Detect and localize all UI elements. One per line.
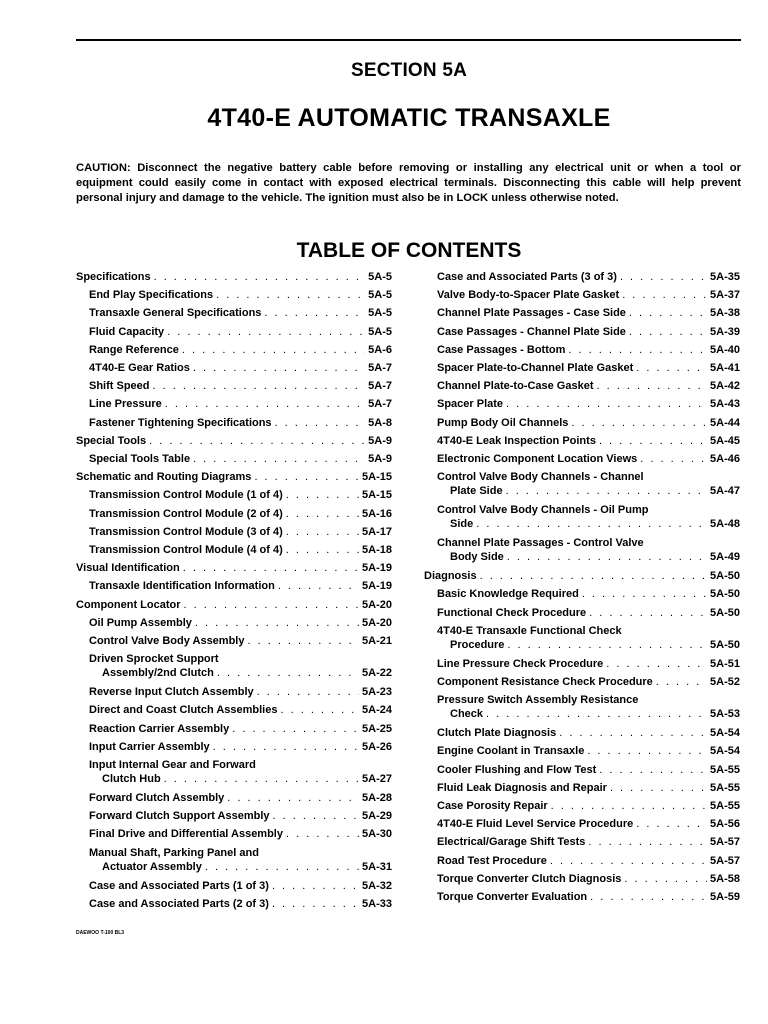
toc-page-number: 5A-37 [710, 289, 740, 302]
toc-entry[interactable] [76, 879, 392, 893]
toc-page-number: 5A-28 [362, 792, 392, 804]
toc-page-number: 5A-7 [368, 380, 392, 393]
leader-dots [636, 361, 707, 375]
toc-entry-title: Specifications [76, 271, 151, 283]
toc-page-number: 5A-53 [710, 708, 740, 721]
toc-entry-title: 4T40-E Transaxle Functional Check [437, 624, 622, 637]
toc-entry-title: End Play Specifications [89, 289, 214, 302]
toc-entry[interactable] [76, 379, 392, 393]
toc-entry[interactable] [424, 675, 740, 689]
toc-entry[interactable] [424, 306, 740, 320]
toc-page-number: 5A-15 [362, 489, 392, 502]
toc-entry[interactable] [76, 809, 392, 823]
leader-dots [213, 740, 359, 754]
toc-page-number: 5A-42 [710, 380, 740, 393]
toc-entry[interactable] [76, 325, 392, 339]
toc-entry-title: Torque Converter Evaluation [437, 891, 588, 903]
toc-page-number: 5A-22 [362, 667, 392, 680]
section-label: SECTION 5A [350, 60, 468, 81]
toc-entry[interactable] [424, 470, 740, 498]
toc-page-number: 5A-5 [368, 289, 392, 302]
leader-dots [286, 525, 359, 539]
leader-dots [571, 416, 707, 430]
toc-entry[interactable] [76, 846, 392, 874]
toc-entry-title: Control Valve Body Channels - Channel [437, 471, 644, 484]
toc-entry-title: Electronic Component Location Views [437, 453, 638, 465]
leader-dots [507, 550, 707, 564]
toc-page-number: 5A-55 [710, 800, 740, 812]
leader-dots [193, 452, 365, 466]
leader-dots [254, 470, 359, 484]
toc-entry[interactable] [424, 657, 740, 671]
toc-entry-title: Visual Identification [76, 562, 180, 575]
toc-entry[interactable] [76, 652, 392, 680]
toc-entry-title: Input Internal Gear and Forward [89, 759, 256, 771]
toc-entry[interactable] [76, 758, 392, 786]
toc-entry[interactable] [424, 288, 740, 302]
leader-dots [551, 799, 707, 813]
toc-page-number: 5A-9 [368, 434, 392, 447]
leader-dots [622, 288, 707, 302]
toc-entry-title: 4T40-E Leak Inspection Points [437, 434, 596, 447]
toc-entry-title: 4T40-E Fluid Level Service Procedure [437, 818, 634, 831]
toc-entry[interactable] [76, 361, 392, 375]
leader-dots [480, 569, 707, 583]
leader-dots [273, 809, 360, 823]
toc-entry[interactable] [424, 452, 740, 466]
leader-dots [193, 361, 365, 375]
toc-entry-title: Spacer Plate [437, 398, 504, 411]
toc-entry-title: Case Porosity Repair [437, 800, 548, 812]
toc-entry-title: Torque Converter Clutch Diagnosis [437, 872, 622, 885]
leader-dots [636, 817, 707, 831]
leader-dots [182, 343, 365, 357]
toc-page-number: 5A-51 [710, 657, 740, 670]
leader-dots [232, 722, 359, 736]
toc-page-number: 5A-23 [362, 686, 392, 699]
toc-entry[interactable] [424, 270, 740, 284]
toc-entry-title-cont: Actuator Assembly [102, 860, 202, 873]
toc-entry-title: Transmission Control Module (2 of 4) [89, 507, 283, 520]
toc-entry-title: Reverse Input Clutch Assembly [89, 686, 254, 699]
toc-entry-title: Valve Body-to-Spacer Plate Gasket [437, 289, 620, 302]
toc-entry-title-cont: Check [450, 708, 484, 721]
toc-entry-title: Driven Sprocket Support [89, 653, 219, 666]
toc-entry-title: Special Tools Table [89, 453, 191, 465]
toc-entry[interactable] [424, 726, 740, 740]
toc-entry-title: Final Drive and Differential Assembly [89, 828, 283, 841]
leader-dots [559, 726, 707, 740]
toc-entry-title-cont: Assembly/2nd Clutch [102, 667, 214, 680]
toc-entry-title: Manual Shaft, Parking Panel and [89, 846, 259, 859]
leader-dots [629, 306, 707, 320]
leader-dots [476, 517, 707, 531]
toc-page-number: 5A-17 [362, 525, 392, 538]
toc-entry[interactable] [76, 397, 392, 411]
toc-entry-title: 4T40-E Gear Ratios [89, 362, 190, 374]
toc-entry-title: Fluid Capacity [89, 325, 165, 338]
toc-entry-title: Basic Knowledge Required [437, 588, 579, 601]
toc-entry-title: Special Tools [76, 434, 147, 447]
toc-page-number: 5A-8 [368, 416, 392, 429]
toc-entry[interactable] [76, 634, 392, 648]
toc-page-number: 5A-5 [368, 271, 392, 283]
toc-entry[interactable] [76, 270, 392, 284]
toc-entry[interactable] [76, 288, 392, 302]
leader-dots [167, 325, 365, 339]
toc-entry[interactable] [76, 703, 392, 717]
leader-dots [164, 772, 359, 786]
toc-entry[interactable] [424, 817, 740, 831]
toc-entry[interactable] [424, 397, 740, 411]
toc-page-number: 5A-45 [710, 434, 740, 447]
toc-page-number: 5A-35 [710, 271, 740, 283]
toc-page-number: 5A-43 [710, 398, 740, 411]
toc-page-number: 5A-52 [710, 676, 740, 688]
toc-entry-title: Channel Plate-to-Case Gasket [437, 380, 594, 393]
toc-entry[interactable] [424, 763, 740, 777]
toc-entry[interactable] [76, 722, 392, 736]
toc-page-number: 5A-58 [710, 872, 740, 885]
leader-dots [275, 416, 366, 430]
toc-entry[interactable] [76, 791, 392, 805]
leader-dots [587, 744, 707, 758]
leader-dots [272, 897, 359, 911]
toc-entry-title: Schematic and Routing Diagrams [76, 471, 252, 484]
toc-page-number: 5A-33 [362, 897, 392, 910]
leader-dots [183, 561, 359, 575]
toc-page-number: 5A-46 [710, 453, 740, 465]
toc-page-number: 5A-24 [362, 704, 392, 717]
toc-entry[interactable] [76, 488, 392, 502]
toc-entry-title: Channel Plate Passages - Case Side [437, 307, 626, 320]
leader-dots [286, 507, 359, 521]
leader-dots [278, 579, 359, 593]
toc-page-number: 5A-5 [368, 325, 392, 338]
leader-dots [506, 397, 707, 411]
toc-page-number: 5A-7 [368, 362, 392, 374]
toc-page-number: 5A-48 [710, 518, 740, 531]
toc-entry[interactable] [424, 569, 740, 583]
toc-page-number: 5A-57 [710, 836, 740, 849]
toc-page-number: 5A-6 [368, 343, 392, 356]
toc-entry[interactable] [424, 624, 740, 652]
toc-entry[interactable] [76, 416, 392, 430]
leader-dots [286, 543, 359, 557]
toc-entry[interactable] [424, 606, 740, 620]
toc-entry-title: Pump Body Oil Channels [437, 416, 569, 429]
toc-entry-title: Shift Speed [89, 380, 150, 393]
toc-entry[interactable] [424, 343, 740, 357]
leader-dots [597, 379, 708, 393]
toc-entry-title: Transmission Control Module (1 of 4) [89, 489, 283, 502]
leader-dots [227, 791, 359, 805]
leader-dots [217, 666, 359, 680]
leader-dots [257, 685, 359, 699]
toc-page-number: 5A-50 [710, 570, 740, 583]
toc-entry[interactable] [424, 744, 740, 758]
toc-entry-title: Fastener Tightening Specifications [89, 416, 272, 429]
toc-entry[interactable] [424, 503, 740, 531]
toc-page-number: 5A-56 [710, 818, 740, 831]
toc-entry-title: Diagnosis [424, 570, 477, 583]
toc-page-number: 5A-41 [710, 362, 740, 374]
toc-entry-title: Case Passages - Bottom [437, 343, 566, 356]
toc-entry-title: Cooler Flushing and Flow Test [437, 763, 597, 776]
toc-entry[interactable] [424, 536, 740, 564]
toc-entry-title: Forward Clutch Assembly [89, 792, 225, 804]
top-rule [76, 39, 741, 41]
toc-entry-title-cont: Side [450, 518, 474, 531]
toc-entry[interactable] [76, 598, 392, 612]
toc-page-number: 5A-25 [362, 722, 392, 735]
leader-dots [550, 854, 707, 868]
toc-page-number: 5A-39 [710, 325, 740, 338]
toc-page-number: 5A-44 [710, 416, 740, 429]
leader-dots [272, 879, 359, 893]
toc-entry-title: Transmission Control Module (4 of 4) [89, 544, 283, 556]
leader-dots [590, 890, 707, 904]
toc-entry[interactable] [76, 507, 392, 521]
toc-entry-title: Direct and Coast Clutch Assemblies [89, 704, 278, 717]
leader-dots [153, 379, 366, 393]
toc-entry[interactable] [76, 685, 392, 699]
leader-dots [507, 638, 707, 652]
toc-entry-title: Transmission Control Module (3 of 4) [89, 525, 283, 538]
toc-entry-title: Functional Check Procedure [437, 606, 587, 619]
leader-dots [588, 835, 707, 849]
toc-entry[interactable] [424, 799, 740, 813]
leader-dots [286, 827, 359, 841]
toc-entry[interactable] [76, 452, 392, 466]
leader-dots [589, 606, 707, 620]
leader-dots [582, 587, 707, 601]
toc-entry-title: Electrical/Garage Shift Tests [437, 836, 586, 849]
toc-entry[interactable] [424, 872, 740, 886]
toc-page-number: 5A-16 [362, 507, 392, 520]
toc-entry[interactable] [76, 306, 392, 320]
toc-page-number: 5A-5 [368, 307, 392, 320]
toc-entry-title: Case and Associated Parts (2 of 3) [89, 897, 269, 910]
toc-entry-title-cont: Plate Side [450, 485, 503, 498]
toc-entry-title: Transaxle General Specifications [89, 307, 262, 320]
toc-page-number: 5A-18 [362, 544, 392, 556]
toc-entry[interactable] [76, 525, 392, 539]
toc-entry-title: Input Carrier Assembly [89, 740, 210, 753]
leader-dots [184, 598, 360, 612]
toc-entry-title: Component Locator [76, 598, 181, 611]
leader-dots [656, 675, 707, 689]
toc-page-number: 5A-55 [710, 781, 740, 794]
footer-code: DAEWOO T-100 BL3 [76, 930, 125, 936]
toc-entry[interactable] [76, 740, 392, 754]
toc-entry-title: Transaxle Identification Information [89, 580, 275, 593]
toc-entry[interactable] [76, 434, 392, 448]
toc-entry-title: Clutch Plate Diagnosis [437, 727, 557, 740]
toc-entry[interactable] [424, 781, 740, 795]
leader-dots [205, 860, 359, 874]
toc-page-number: 5A-26 [362, 740, 392, 753]
toc-entry-title: Forward Clutch Support Assembly [89, 810, 270, 823]
toc-entry[interactable] [424, 693, 740, 721]
toc-entry-title: Line Pressure Check Procedure [437, 657, 604, 670]
leader-dots [154, 270, 366, 284]
toc-entry-title: Component Resistance Check Procedure [437, 676, 653, 688]
toc-entry-title: Case and Associated Parts (3 of 3) [437, 271, 617, 283]
toc-page-number: 5A-47 [710, 485, 740, 498]
leader-dots [620, 270, 707, 284]
toc-page-number: 5A-57 [710, 854, 740, 867]
caution-paragraph: CAUTION: Disconnect the negative battery cable before removing or installing any electrical unit or when a tool or equipment could easily come in contact with exposed electrical terminals. Disconnecting this cable will help prevent personal injury and damage to the vehicle. The ignition must also be in LOCK unless otherwise noted. [76, 162, 741, 204]
toc-page-number: 5A-54 [710, 745, 740, 758]
toc-page-number: 5A-27 [362, 773, 392, 785]
toc-entry-title-cont: Procedure [450, 638, 505, 651]
toc-entry-title: Line Pressure [89, 398, 162, 411]
toc-entry-title: Case Passages - Channel Plate Side [437, 325, 626, 338]
toc-page-number: 5A-32 [362, 879, 392, 892]
leader-dots [506, 484, 707, 498]
toc-entry-title-cont: Body Side [450, 551, 504, 564]
leader-dots [606, 657, 707, 671]
toc-entry-title: Channel Plate Passages - Control Valve [437, 537, 644, 550]
toc-entry[interactable] [76, 579, 392, 593]
leader-dots [599, 763, 707, 777]
leader-dots [264, 306, 365, 320]
toc-heading: TABLE OF CONTENTS [296, 239, 522, 262]
leader-dots [286, 488, 359, 502]
leader-dots [216, 288, 365, 302]
toc-entry-title: Fluid Leak Diagnosis and Repair [437, 781, 607, 794]
toc-page-number: 5A-30 [362, 828, 392, 841]
toc-page-number: 5A-55 [710, 763, 740, 776]
leader-dots [247, 634, 359, 648]
toc-entry[interactable] [424, 835, 740, 849]
leader-dots [624, 872, 707, 886]
toc-entry-title: Case and Associated Parts (1 of 3) [89, 879, 269, 892]
toc-entry[interactable] [424, 434, 740, 448]
toc-page-number: 5A-20 [362, 616, 392, 629]
toc-page-number: 5A-21 [362, 635, 392, 647]
toc-entry-title: Road Test Procedure [437, 854, 547, 867]
leader-dots [640, 452, 707, 466]
toc-entry-title-cont: Clutch Hub [102, 773, 161, 785]
toc-entry[interactable] [424, 379, 740, 393]
leader-dots [610, 781, 707, 795]
toc-page-number: 5A-38 [710, 307, 740, 320]
leader-dots [149, 434, 365, 448]
toc-page-number: 5A-50 [710, 588, 740, 601]
toc-entry[interactable] [76, 561, 392, 575]
toc-entry-title: Oil Pump Assembly [89, 616, 192, 629]
leader-dots [165, 397, 365, 411]
toc-entry[interactable] [424, 890, 740, 904]
toc-page-number: 5A-19 [362, 562, 392, 575]
leader-dots [486, 707, 707, 721]
toc-page-number: 5A-20 [362, 598, 392, 611]
leader-dots [568, 343, 707, 357]
leader-dots [280, 703, 359, 717]
toc-entry[interactable] [76, 343, 392, 357]
toc-entry[interactable] [424, 416, 740, 430]
toc-page-number: 5A-7 [368, 398, 392, 411]
leader-dots [195, 616, 359, 630]
toc-entry-title: Spacer Plate-to-Channel Plate Gasket [437, 362, 634, 374]
leader-dots [629, 325, 707, 339]
toc-entry[interactable] [76, 470, 392, 484]
toc-entry-title: Control Valve Body Assembly [89, 635, 245, 647]
toc-page-number: 5A-29 [362, 810, 392, 823]
toc-entry[interactable] [76, 897, 392, 911]
toc-entry[interactable] [424, 854, 740, 868]
toc-entry-title: Engine Coolant in Transaxle [437, 745, 585, 758]
toc-page-number: 5A-50 [710, 638, 740, 651]
leader-dots [599, 434, 707, 448]
toc-page-number: 5A-54 [710, 727, 740, 740]
toc-entry[interactable] [76, 827, 392, 841]
toc-entry[interactable] [424, 325, 740, 339]
toc-entry-title: Reaction Carrier Assembly [89, 722, 230, 735]
toc-page-number: 5A-50 [710, 606, 740, 619]
toc-entry[interactable] [76, 543, 392, 557]
toc-entry[interactable] [76, 616, 392, 630]
toc-entry[interactable] [424, 587, 740, 601]
toc-entry-title: Range Reference [89, 343, 179, 356]
toc-page-number: 5A-49 [710, 551, 740, 564]
toc-entry-title: Pressure Switch Assembly Resistance [437, 694, 639, 707]
toc-page-number: 5A-9 [368, 453, 392, 465]
toc-entry[interactable] [424, 361, 740, 375]
toc-entry-title: Control Valve Body Channels - Oil Pump [437, 504, 649, 517]
toc-page-number: 5A-19 [362, 580, 392, 593]
toc-page-number: 5A-31 [362, 860, 392, 873]
page-title: 4T40-E AUTOMATIC TRANSAXLE [207, 104, 611, 132]
toc-page-number: 5A-40 [710, 343, 740, 356]
toc-page-number: 5A-59 [710, 891, 740, 903]
toc-page-number: 5A-15 [362, 471, 392, 484]
